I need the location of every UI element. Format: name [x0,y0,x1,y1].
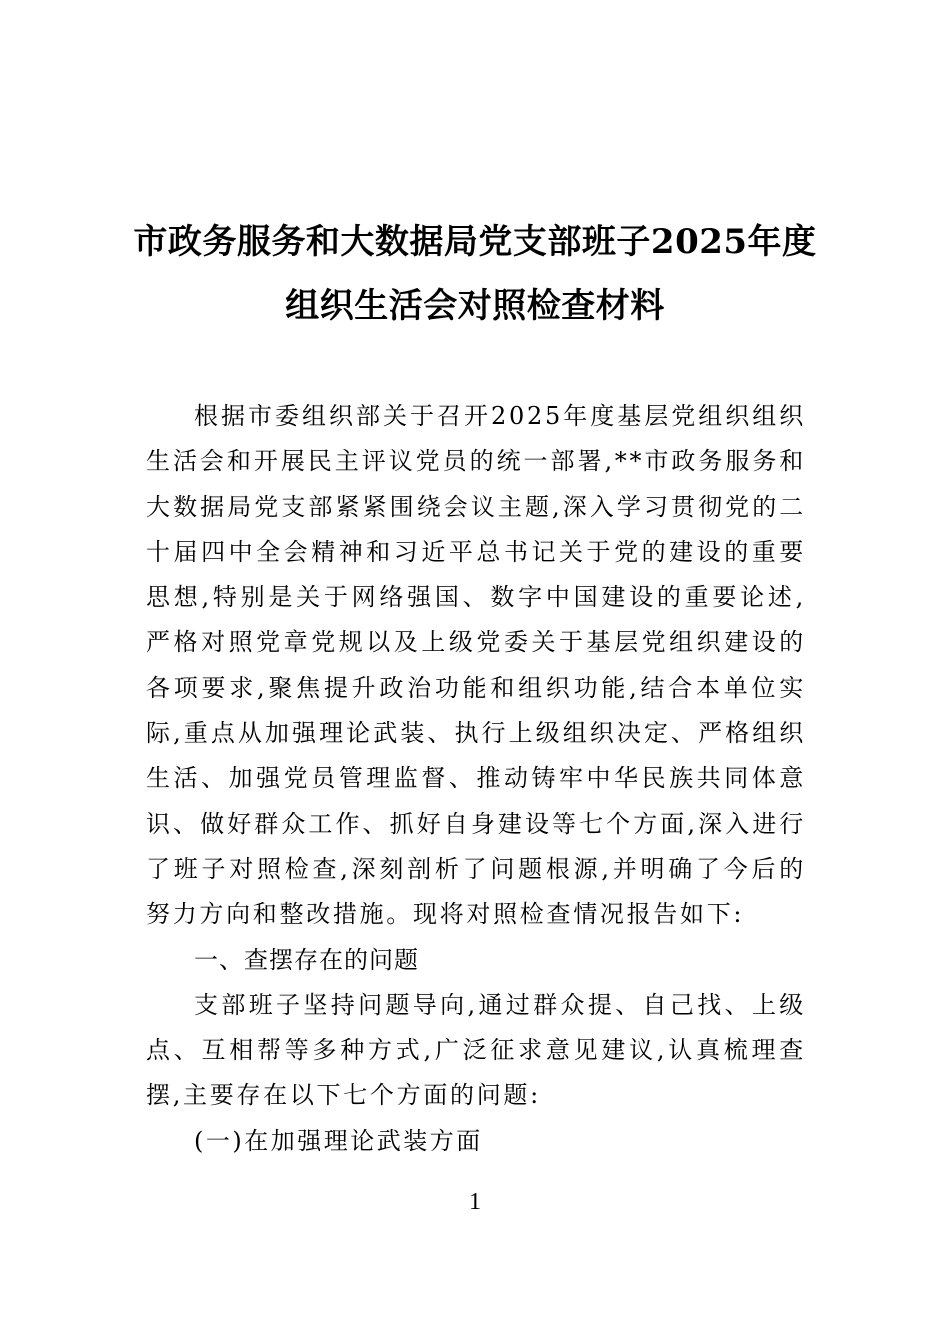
document-title: 市政务服务和大数据局党支部班子2025年度组织生活会对照检查材料 [133,221,817,326]
section-heading-1: 一、查摆存在的问题 [194,945,419,974]
page-number: 1 [469,1189,481,1215]
intro-paragraph: 根据市委组织部关于召开2025年度基层党组织组织生活会和开展民主评议党员的统一部署,**市政务服务和大数据局党支部紧紧围绕会议主题,深入学习贯彻党的二十届四中全会精神和习近平总书记关于党的建设的重要思想,特别是关于网络强国、数字中国建设的重要论述,严格对照党章党规以及上级党委关于基层党组织建设的各项要求,聚焦提升政治功能和组织功能,结合本单位实际,重点从加强理论武装、执行上级组织决定、严格组织生活、加强党员管理监督、推动铸牢中华民族共同体意识、做好群众工作、抓好自身建设等七个方面,深入进行了班子对照检查,深刻剖析了问题根源,并明确了今后的努力方向和整改措施。现将对照检查情况报告如下: [146,402,806,929]
document-body [146,394,806,1164]
section-1-intro-paragraph: 支部班子坚持问题导向,通过群众提、自己找、上级点、互相帮等多种方式,广泛征求意见建议,认真梳理查摆,主要存在以下七个方面的问题: [146,990,806,1110]
subsection-heading-1: (一)在加强理论武装方面 [194,1126,483,1155]
